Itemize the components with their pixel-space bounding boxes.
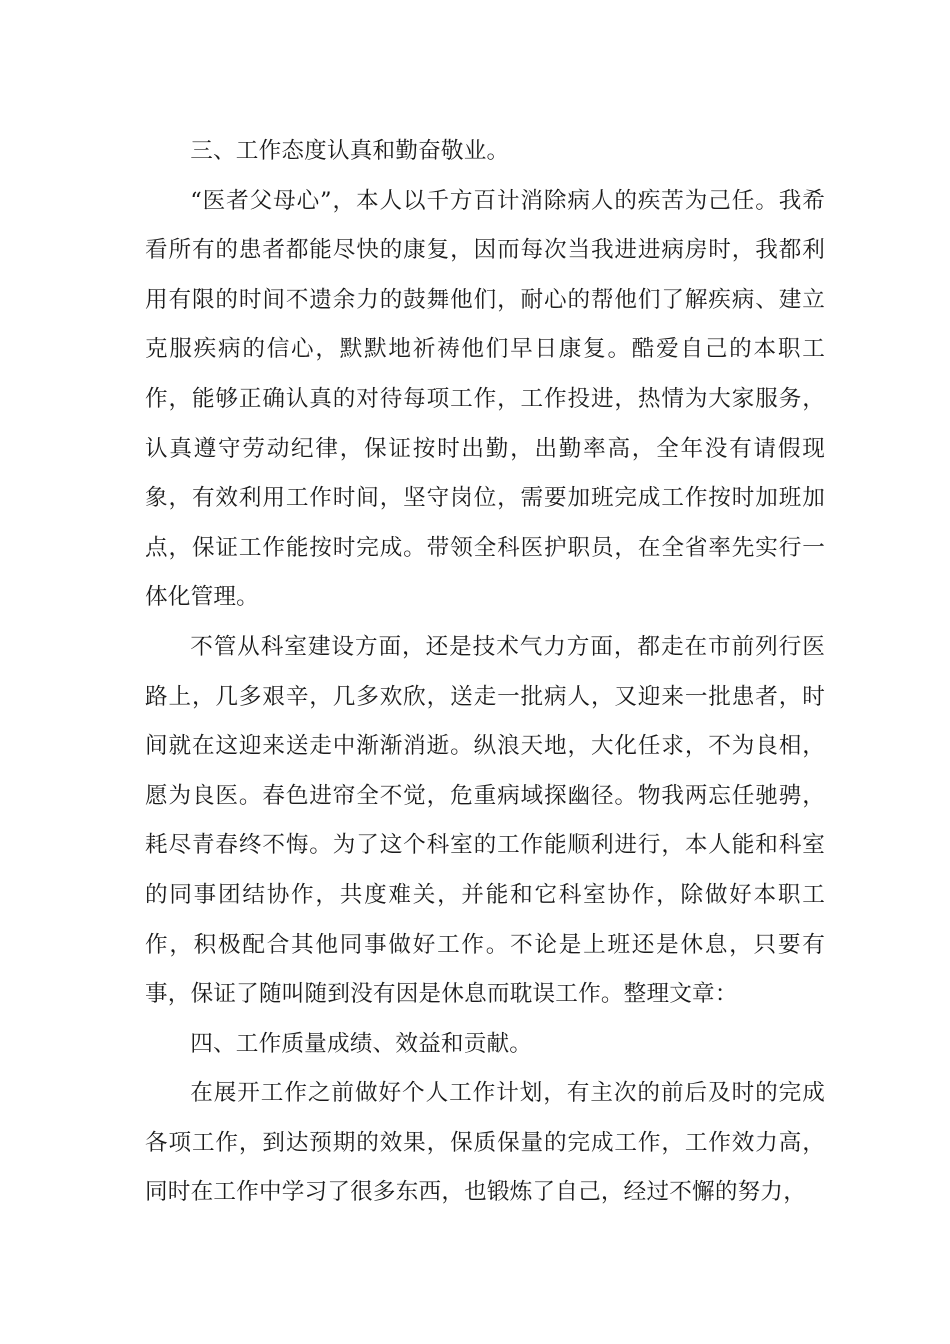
section-heading-four: 四、工作质量成绩、效益和贡献。: [190, 1030, 533, 1057]
document-body: [145, 127, 825, 1218]
paragraph-department: 不管从科室建设方面，还是技术气力方面，都走在市前列行医路上，几多艰辛，几多欢欣，送走一批病人，又迎来一批患者，时间就在这迎来送走中渐渐消逝。纵浪天地，大化任求，不为良相，愿为良医。春色进帘全不觉，危重病域探幽径。物我两忘任驰骋，耗尽青春终不悔。为了这个科室的工作能顺利进行，本人能和科室的同事团结协作，共度难关，并能和它科室协作，除做好本职工作，积极配合其他同事做好工作。不论是上班还是休息，只要有事，保证了随叫随到没有因是休息而耽误工作。整理文章：: [145, 633, 825, 1008]
paragraph-attitude: “医者父母心”，本人以千方百计消除病人的疾苦为己任。我希看所有的患者都能尽快的康复，因而每次当我进进病房时，我都利用有限的时间不遗余力的鼓舞他们，耐心的帮他们了解疾病、建立克服疾病的信心，默默地祈祷他们早日康复。酷爱自己的本职工作，能够正确认真的对待每项工作，工作投进，热情为大家服务，认真遵守劳动纪律，保证按时出勤，出勤率高，全年没有请假现象，有效利用工作时间，坚守岗位，需要加班完成工作按时加班加点，保证工作能按时完成。带领全科医护职员，在全省率先实行一体化管理。: [145, 187, 825, 611]
section-heading-three: 三、工作态度认真和勤奋敬业。: [190, 138, 510, 164]
paragraph-quality: 在展开工作之前做好个人工作计划，有主次的前后及时的完成各项工作，到达预期的效果，保质保量的完成工作，工作效力高，同时在工作中学习了很多东西，也锻炼了自己，经过不懈的努力，: [145, 1080, 825, 1206]
